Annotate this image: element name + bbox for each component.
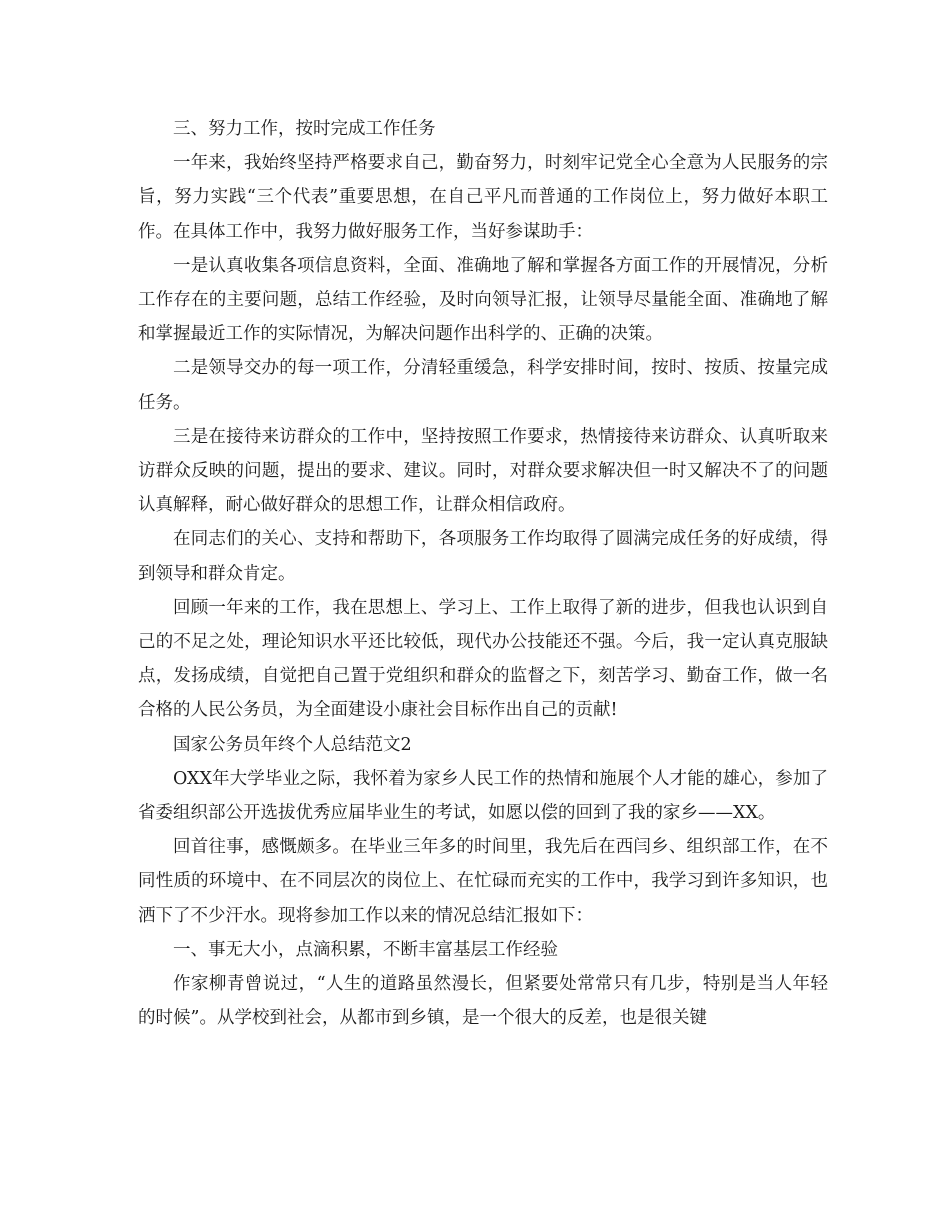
paragraph: 二是领导交办的每一项工作，分清轻重缓急，科学安排时间，按时、按质、按量完成任务。 [138, 358, 828, 413]
section-heading-1: 一、事无大小，点滴积累，不断丰富基层工作经验 [173, 939, 558, 960]
article-title-2: 国家公务员年终个人总结范文2 [173, 734, 412, 755]
paragraph: 一是认真收集各项信息资料，全面、准确地了解和掌握各方面工作的开展情况，分析工作存在的主要问题，总结工作经验，及时向领导汇报，让领导尽量能全面、准确地了解和掌握最近工作的实际情况，为解决问题作出科学的、正确的决策。 [138, 255, 828, 345]
paragraph: 回首往事，感慨颇多。在毕业三年多的时间里，我先后在西闫乡、组织部工作，在不同性质的环境中、在不同层次的岗位上、在忙碌而充实的工作中，我学习到许多知识，也洒下了不少汗水。现将参加工作以来的情况总结汇报如下： [138, 837, 828, 926]
paragraph: OXX年大学毕业之际，我怀着为家乡人民工作的热情和施展个人才能的雄心，参加了省委组织部公开选拔优秀应届毕业生的考试，如愿以偿的回到了我的家乡——XX。 [138, 768, 828, 824]
paragraph: 三是在接待来访群众的工作中，坚持按照工作要求，热情接待来访群众、认真听取来访群众反映的问题，提出的要求、建议。同时，对群众要求解决但一时又解决不了的问题认真解释，耐心做好群众的思想工作，让群众相信政府。 [138, 426, 828, 516]
section-heading-3: 三、努力工作，按时完成工作任务 [173, 119, 436, 139]
paragraph: 作家柳青曾说过，“人生的道路虽然漫长，但紧要处常常只有几步，特别是当人年轻的时候”。从学校到社会，从都市到乡镇，是一个很大的反差，也是很关键 [138, 974, 828, 1029]
paragraph: 一年来，我始终坚持严格要求自己，勤奋努力，时刻牢记党全心全意为人民服务的宗旨，努力实践“三个代表”重要思想，在自己平凡而普通的工作岗位上，努力做好本职工作。在具体工作中，我努力做好服务工作，当好参谋助手： [138, 153, 828, 242]
paragraph: 回顾一年来的工作，我在思想上、学习上、工作上取得了新的进步，但我也认识到自己的不足之处，理论知识水平还比较低，现代办公技能还不强。今后，我一定认真克服缺点，发扬成绩，自觉把自己置于党组织和群众的监督之下，刻苦学习、勤奋工作，做一名合格的人民公务员，为全面建设小康社会目标作出自己的贡献! [138, 597, 828, 721]
document-body [138, 112, 828, 1035]
paragraph: 在同志们的关心、支持和帮助下，各项服务工作均取得了圆满完成任务的好成绩，得到领导和群众肯定。 [138, 529, 828, 584]
